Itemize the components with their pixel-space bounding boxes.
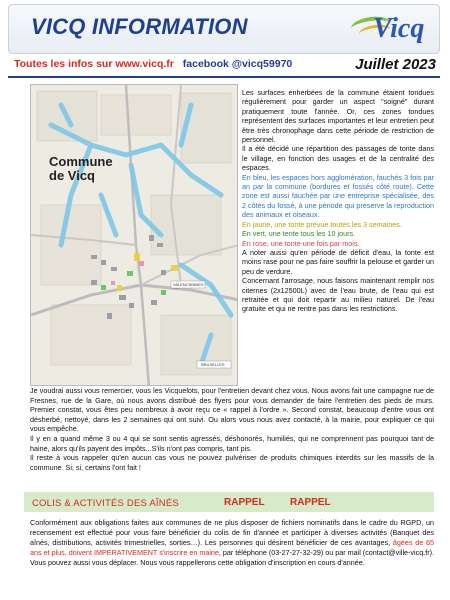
vicq-logo [349,7,433,51]
mowing-map [30,84,238,386]
colis-text-part: Conformément aux obligations faites aux communes de ne plus disposer de fichiers nominatifs dans le cadre du RGPD, un recensement est effectué pour vous faire bénéficier du colis de fin d'année et participer à diverses activités (Banquet des aînés, distributions, activités trimestrielles, sorties…). Les personnes qui désirent bénéficier de ces avantages, [30,518,434,547]
facebook-link[interactable]: facebook @vicq59970 [182,58,293,70]
colis-section-header [24,492,434,512]
article-paragraph: Les surfaces enherbées de la commune étaient tondues régulièrement pour garder un aspect "soigné" durant pratiquement toute l'année. Or, ces zones tondues représentent des surfaces importantes et leur entretien peut être très chronophage dans cette période de restriction de personnel. [242,88,434,145]
map-title: Commune de Vicq [49,154,113,183]
issue-date: Juillet 2023 [355,56,436,73]
logo-text: Vicq [373,13,425,44]
rappel-label: RAPPEL [224,497,265,508]
colis-highlight: âgées de 65 ans et plus, doivent IMPERATIVEMENT s'inscrire en mairie [30,538,434,557]
map-road-label-1: VALENCIENNES [173,282,204,287]
colis-text-part: , par téléphone (03-27-27-32-29) ou par mail (contact@ville-vicq.fr). Vous pouvez aussi vous déplacer. Nous vous rappellerons cette obligation d'inscription en cours d'année. [30,548,434,567]
website-link[interactable]: Toutes les infos sur www.vicq.fr [14,58,174,70]
map-graphic [31,85,238,386]
header-divider [8,76,440,78]
colis-article [30,518,434,568]
watering-paragraph: Concernant l'arrosage, nous faisons maintenant remplir nos citernes (2x12500L) avec de l'eau brute, de l'eau qui est retraitée et qui doit repartir au milieu naturel. De l'eau gratuite et qui ne rentre pas dans les restrictions. [242,276,434,314]
article-paragraph: A noter aussi qu'en période de déficit d'eau, la tonte est moins rase pour ne pas faire souffrir la pelouse et garder un peu de verdure. [242,247,434,276]
yellow-zone-paragraph: En jaune, une tonte prévue toutes les 3 semaines. [242,219,402,229]
mowing-article [242,88,434,314]
article-paragraph: Je voudrai aussi vous remercier, vous les Vicquelots, pour l'entretien devant chez vous. Nous avons fait une campagne rue de Fresnes, rue de la Gare, où nous avons distribué des flyers pour vous demander de faire l'entretien des pieds de murs. Premier constat, vous êtes peu nombreux à avoir reçu ce « rappel à l'ordre ». Second constat, beaucoup d'entre vous ont désherbé, nettoyé, dans les 2 semaines qui ont suivi. Ou alors vous nous avez contacté, à la mairie, pour expliquer ce qui vous empêche. [30,386,434,434]
header-banner [8,4,440,54]
article-paragraph: Il y en a quand même 3 ou 4 qui se sont sentis agressés, déshonorés, humiliés, qui ne comprennent pas pourquoi tant de haine, alors qu'ils payent des impôts...S'ils n'ont pas compris, tant pis. [30,433,434,453]
map-road-label-2: BRUXELLES [201,362,225,367]
rappel-label: RAPPEL [290,497,331,508]
thanks-article [30,386,434,472]
colis-title: COLIS & ACTIVITÉS DES AÎNÉS [32,498,179,509]
article-paragraph: Il reste à vous rappeler qu'en aucun cas vous ne pouvez pulvériser de produits chimiques interdits sur les massifs de la commune. Si, si, certains l'ont fait ! [30,453,434,472]
green-zone-paragraph: En vert, une tente tous les 10 jours. [242,229,356,239]
article-paragraph: Il a été décidé une répartition des passages de tonte dans le village, en fonction des usages et de la centralité des espaces. [242,144,434,173]
website-line [14,58,292,70]
page-title: VICQ INFORMATION [31,14,248,39]
blue-zone-paragraph: En bleu, les espaces hors agglomération, fauchés 3 fois par an par la commune (bordures et fossés côté route). Cette zone est aussi fauchée par une entreprise spécialisée, des 2 côtés du fossé, à une période qui préserve la reproduction des animaux et oiseaux. [242,172,434,220]
pink-zone-paragraph: En rose, une tonte une fois par mois. [242,238,360,248]
